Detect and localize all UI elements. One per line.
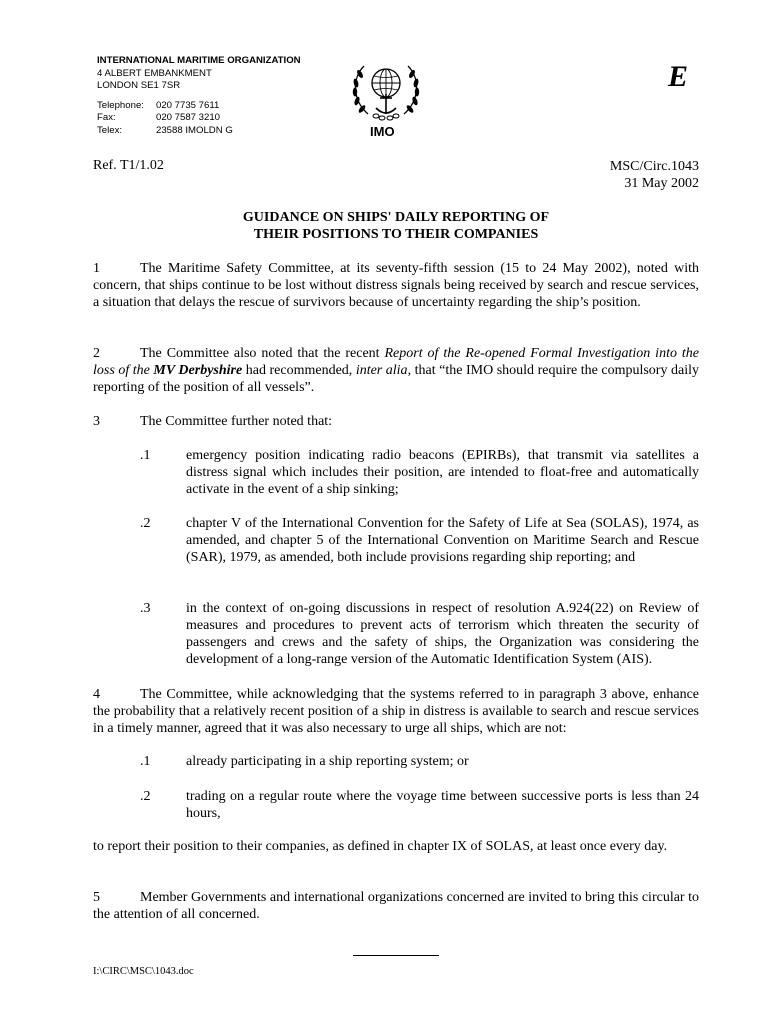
title-line: THEIR POSITIONS TO THEIR COMPANIES bbox=[253, 227, 539, 242]
paragraph-text: had recommended, bbox=[242, 363, 356, 378]
address-line: LONDON SE1 7SR bbox=[97, 80, 181, 91]
address-line: 4 ALBERT EMBANKMENT bbox=[97, 67, 212, 79]
paragraph-text: The Committee further noted that: bbox=[140, 414, 333, 429]
list-item-text: in the context of on-going discussions in respect of resolution A.924(22) on Review of measures and procedures to prevent acts of terrorism which threaten the security of passengers and crews and the safety of ships, the Organization was considering the development of a long-range version of the Automatic Identification System (AIS). bbox=[186, 601, 699, 667]
contact-value: 23588 IMOLDN G bbox=[156, 124, 233, 136]
contact-label: Telex: bbox=[97, 124, 123, 136]
list-item-text: trading on a regular route where the voyage time between successive ports is less than 24 hours, bbox=[186, 789, 699, 821]
paragraph-3 bbox=[93, 413, 699, 430]
contact-value: 020 7587 3210 bbox=[156, 112, 221, 124]
paragraph-1 bbox=[93, 260, 699, 311]
contact-row bbox=[97, 112, 233, 124]
list-item bbox=[140, 600, 699, 668]
paragraph-text: , that “the IMO should require the compulsory daily reporting of the position of all vessels”. bbox=[93, 363, 699, 395]
list-item-number: .1 bbox=[140, 448, 151, 463]
list-item bbox=[140, 515, 699, 566]
contact-value: 020 7735 7611 bbox=[156, 100, 220, 111]
document-title bbox=[93, 209, 699, 243]
list-item-number: .2 bbox=[140, 789, 151, 804]
org-address bbox=[97, 55, 301, 93]
circular-date: 31 May 2002 bbox=[624, 176, 699, 191]
list-item-number: .1 bbox=[140, 754, 151, 769]
imo-emblem-icon bbox=[346, 56, 426, 122]
paragraph-number: 1 bbox=[93, 261, 100, 276]
paragraph-4-conclusion: to report their position to their companies, as defined in chapter IX of SOLAS, at least once every day. bbox=[93, 839, 668, 854]
list-item bbox=[140, 788, 699, 822]
paragraph-text: The Maritime Safety Committee, at its seventy-fifth session (15 to 24 May 2002), noted with concern, that ships continue to be lost without distress signals being received by search and rescue services, a situation that delays the rescue of survivors because of uncertainty regarding the ship’s position. bbox=[93, 261, 699, 310]
latin-phrase: inter alia bbox=[355, 363, 408, 378]
contact-label: Fax: bbox=[97, 112, 116, 124]
title-line: GUIDANCE ON SHIPS' DAILY REPORTING OF bbox=[242, 210, 550, 225]
list-item-number: .2 bbox=[140, 516, 151, 531]
ship-name: MV Derbyshire bbox=[153, 363, 243, 378]
circular-info bbox=[610, 158, 699, 192]
contact-row bbox=[97, 125, 233, 137]
paragraph-number: 4 bbox=[93, 687, 100, 702]
imo-label: IMO bbox=[370, 124, 395, 139]
reference-number: Ref. T1/1.02 bbox=[93, 158, 164, 173]
contact-details bbox=[97, 100, 233, 137]
contact-label: Telephone: bbox=[97, 100, 144, 111]
language-code: E bbox=[668, 60, 689, 93]
org-name: INTERNATIONAL MARITIME ORGANIZATION bbox=[97, 55, 301, 66]
paragraph-text: Member Governments and international organizations concerned are invited to bring this circular to the attention of all concerned. bbox=[93, 890, 699, 922]
paragraph-5 bbox=[93, 889, 699, 923]
list-item-text: chapter V of the International Convention for the Safety of Life at Sea (SOLAS), 1974, as amended, and chapter 5 of the International Convention on Maritime Search and Rescue (SAR), 1979, as amended, both include provisions regarding ship reporting; and bbox=[186, 516, 699, 565]
paragraph-2 bbox=[93, 345, 699, 396]
file-path-footer: I:\CIRC\MSC\1043.doc bbox=[93, 966, 194, 977]
paragraph-text: The Committee, while acknowledging that the systems referred to in paragraph 3 above, enhance the probability that a relatively recent position of a ship in distress is available to search and rescue services in a timely manner, agreed that it was also necessary to urge all ships, which are not: bbox=[93, 687, 699, 736]
list-item-text: emergency position indicating radio beacons (EPIRBs), that transmit via satellites a distress signal which includes their position, are intended to float-free and automatically activate in the event of a ship sinking; bbox=[186, 448, 699, 497]
list-item bbox=[140, 447, 699, 498]
list-item-text: already participating in a ship reporting system; or bbox=[186, 754, 469, 769]
list-item-number: .3 bbox=[140, 601, 151, 616]
end-rule bbox=[353, 955, 439, 956]
paragraph-number: 3 bbox=[93, 414, 100, 429]
paragraph-number: 5 bbox=[93, 890, 100, 905]
report-title: Report of the Re-opened Formal Investigation into the loss of the bbox=[93, 346, 699, 378]
circular-number: MSC/Circ.1043 bbox=[609, 159, 699, 174]
contact-row bbox=[97, 100, 233, 112]
list-item bbox=[140, 753, 699, 770]
paragraph-text: The Committee also noted that the recent bbox=[140, 346, 385, 361]
paragraph-number: 2 bbox=[93, 346, 100, 361]
paragraph-4 bbox=[93, 686, 699, 737]
